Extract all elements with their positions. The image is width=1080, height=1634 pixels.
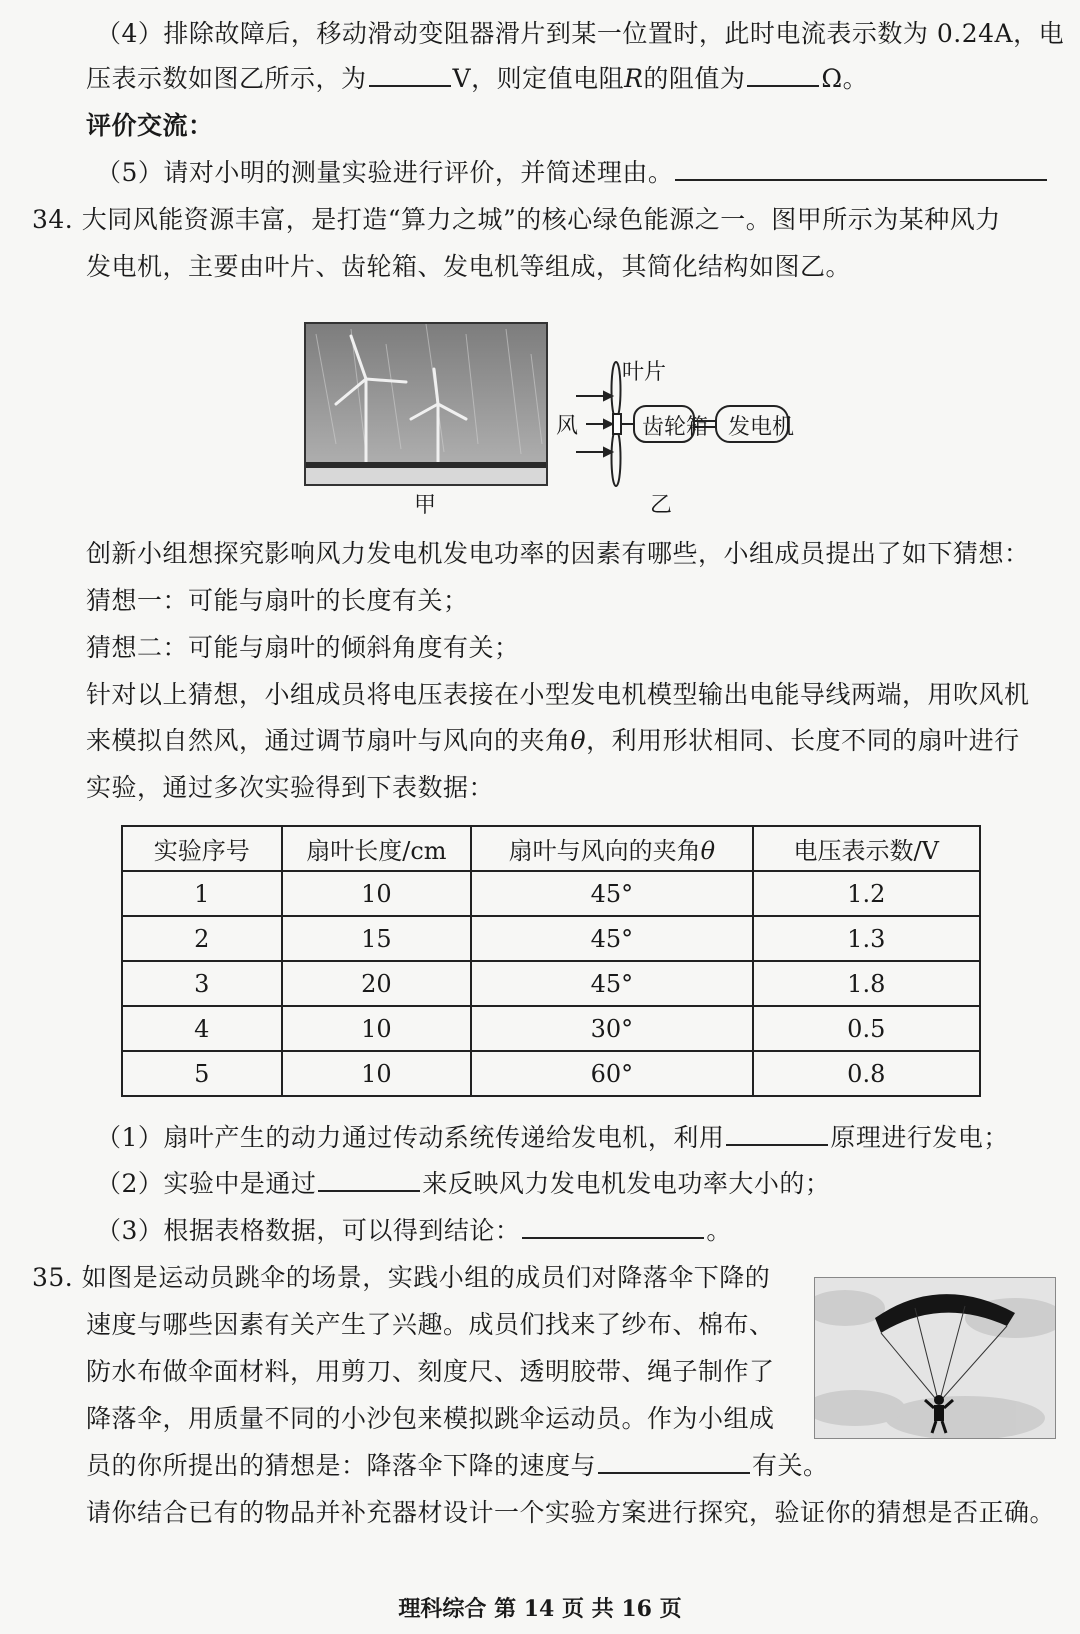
principle-answer-blank[interactable] xyxy=(726,1122,828,1146)
q35-line3: 防水布做伞面材料，用剪刀、刻度尺、透明胶带、绳子制作了 xyxy=(86,1357,775,1386)
table-cell: 30° xyxy=(471,1006,752,1051)
q34-para2-text-b: ，利用形状相同、长度不同的扇叶进行 xyxy=(586,726,1020,755)
page-footer: 理科综合 第 14 页 共 16 页 xyxy=(398,1596,682,1622)
wind-turbine-illustration xyxy=(306,324,546,484)
q34-para2-line3: 实验，通过多次实验得到下表数据： xyxy=(86,773,495,802)
parachute-illustration xyxy=(815,1278,1055,1438)
q34-sub1 xyxy=(96,1122,1009,1154)
q35-line5-text-b: 有关。 xyxy=(752,1451,829,1480)
theta-symbol: θ xyxy=(570,726,587,755)
q34-sub2 xyxy=(96,1168,830,1200)
header-blade-length: 扇叶长度/cm xyxy=(282,826,472,871)
figure-caption-left: 甲 xyxy=(414,493,437,518)
table-cell: 3 xyxy=(122,961,282,1006)
blade-bottom xyxy=(612,430,621,486)
q33-part5-line xyxy=(96,157,1049,189)
q33-part5-text: （5）请对小明的测量实验进行评价，并简述理由。 xyxy=(96,158,674,187)
label-gearbox: 齿轮箱 xyxy=(642,415,709,440)
wind-turbine-photo xyxy=(304,322,548,486)
table-row xyxy=(122,961,980,1006)
table-row xyxy=(122,1051,980,1096)
resistance-answer-blank[interactable] xyxy=(747,63,819,87)
q33-part4-text-d: Ω。 xyxy=(821,64,869,93)
q35-line4: 降落伞，用质量不同的小沙包来模拟跳伞运动员。作为小组成 xyxy=(86,1404,775,1433)
q34-sub1-text-a: （1）扇叶产生的动力通过传动系统传递给发电机，利用 xyxy=(96,1123,725,1152)
table-cell: 1 xyxy=(122,871,282,916)
q35-line2: 速度与哪些因素有关产生了兴趣。成员们找来了纱布、棉布、 xyxy=(86,1310,775,1339)
evaluation-answer-blank[interactable] xyxy=(675,157,1047,181)
table-cell: 0.8 xyxy=(753,1051,980,1096)
table-header-row xyxy=(122,826,980,871)
table-cell: 2 xyxy=(122,916,282,961)
blade-top xyxy=(612,362,621,418)
q34-sub3-text-b: 。 xyxy=(706,1216,732,1245)
table-cell: 10 xyxy=(282,1051,472,1096)
wind-arrow-mid-head xyxy=(604,420,612,428)
q34-para2-line2 xyxy=(86,725,1020,757)
blade-hub xyxy=(613,414,621,434)
q35-line5 xyxy=(86,1450,829,1482)
table-cell: 45° xyxy=(471,961,752,1006)
table-cell: 60° xyxy=(471,1051,752,1096)
table-cell: 10 xyxy=(282,871,472,916)
table-cell: 1.2 xyxy=(753,871,980,916)
q35-line6: 请你结合已有的物品并补充器材设计一个实验方案进行探究，验证你的猜想是否正确。 xyxy=(86,1498,1056,1527)
header-trial-number: 实验序号 xyxy=(122,826,282,871)
table-cell: 0.5 xyxy=(753,1006,980,1051)
q35-line5-text-a: 员的你所提出的猜想是：降落伞下降的速度与 xyxy=(86,1451,597,1480)
guess-1: 猜想一：可能与扇叶的长度有关； xyxy=(86,586,469,615)
table-cell: 45° xyxy=(471,871,752,916)
q33-part4-line1: （4）排除故障后，移动滑动变阻器滑片到某一位置时，此时电流表示数为 0.24A，电 xyxy=(96,19,1065,48)
conclusion-answer-blank[interactable] xyxy=(522,1215,704,1239)
label-blade: 叶片 xyxy=(622,360,667,385)
guess-2: 猜想二：可能与扇叶的倾斜角度有关； xyxy=(86,633,520,662)
table-row xyxy=(122,871,980,916)
experiment-data-table xyxy=(121,825,981,1097)
q34-para2-line1: 针对以上猜想，小组成员将电压表接在小型发电机模型输出电能导线两端，用吹风机 xyxy=(86,680,1030,709)
q33-part4-text-b: V，则定值电阻 xyxy=(452,64,625,93)
q33-part4-text-a: 压表示数如图乙所示，为 xyxy=(86,64,367,93)
q34-sub1-text-b: 原理进行发电； xyxy=(830,1123,1009,1152)
table-cell: 20 xyxy=(282,961,472,1006)
table-row xyxy=(122,1006,980,1051)
header-voltage: 电压表示数/V xyxy=(753,826,980,871)
eval-heading: 评价交流： xyxy=(86,111,214,140)
parachute-photo xyxy=(814,1277,1056,1439)
q34-sub3 xyxy=(96,1215,732,1247)
skydiver-head xyxy=(934,1395,944,1405)
label-wind: 风 xyxy=(556,414,579,439)
q34-intro-line2: 发电机，主要由叶片、齿轮箱、发电机等组成，其简化结构如图乙。 xyxy=(86,252,852,281)
resistor-symbol: R xyxy=(624,64,644,93)
q34-sub2-text-a: （2）实验中是通过 xyxy=(96,1169,317,1198)
q33-part4-line2 xyxy=(86,63,868,95)
header-blade-angle-text: 扇叶与风向的夹角 xyxy=(508,837,701,865)
voltage-answer-blank[interactable] xyxy=(369,63,451,87)
table-cell: 10 xyxy=(282,1006,472,1051)
table-cell: 45° xyxy=(471,916,752,961)
figure-caption-right: 乙 xyxy=(650,493,673,518)
q34-intro-line1: 34. 大同风能资源丰富，是打造“算力之城”的核心绿色能源之一。图甲所示为某种风力 xyxy=(32,205,1001,234)
header-blade-angle xyxy=(471,826,752,871)
table-cell: 4 xyxy=(122,1006,282,1051)
indicator-answer-blank[interactable] xyxy=(318,1168,420,1192)
skydiver-body xyxy=(934,1405,944,1421)
header-theta: θ xyxy=(700,837,716,865)
q35-line1: 35. 如图是运动员跳伞的场景，实践小组的成员们对降落伞下降的 xyxy=(32,1263,771,1292)
hypothesis-answer-blank[interactable] xyxy=(598,1450,750,1474)
table-cell: 1.3 xyxy=(753,916,980,961)
q34-para2-text-a: 来模拟自然风，通过调节扇叶与风向的夹角 xyxy=(86,726,571,755)
label-generator: 发电机 xyxy=(728,415,795,440)
table-cell: 1.8 xyxy=(753,961,980,1006)
table-row xyxy=(122,916,980,961)
q34-sub2-text-b: 来反映风力发电机发电功率大小的； xyxy=(422,1169,831,1198)
table-cell: 15 xyxy=(282,916,472,961)
q34-sub3-text-a: （3）根据表格数据，可以得到结论： xyxy=(96,1216,521,1245)
q34-para1: 创新小组想探究影响风力发电机发电功率的因素有哪些，小组成员提出了如下猜想： xyxy=(86,539,1030,568)
q33-part4-text-c: 的阻值为 xyxy=(643,64,746,93)
table-cell: 5 xyxy=(122,1051,282,1096)
